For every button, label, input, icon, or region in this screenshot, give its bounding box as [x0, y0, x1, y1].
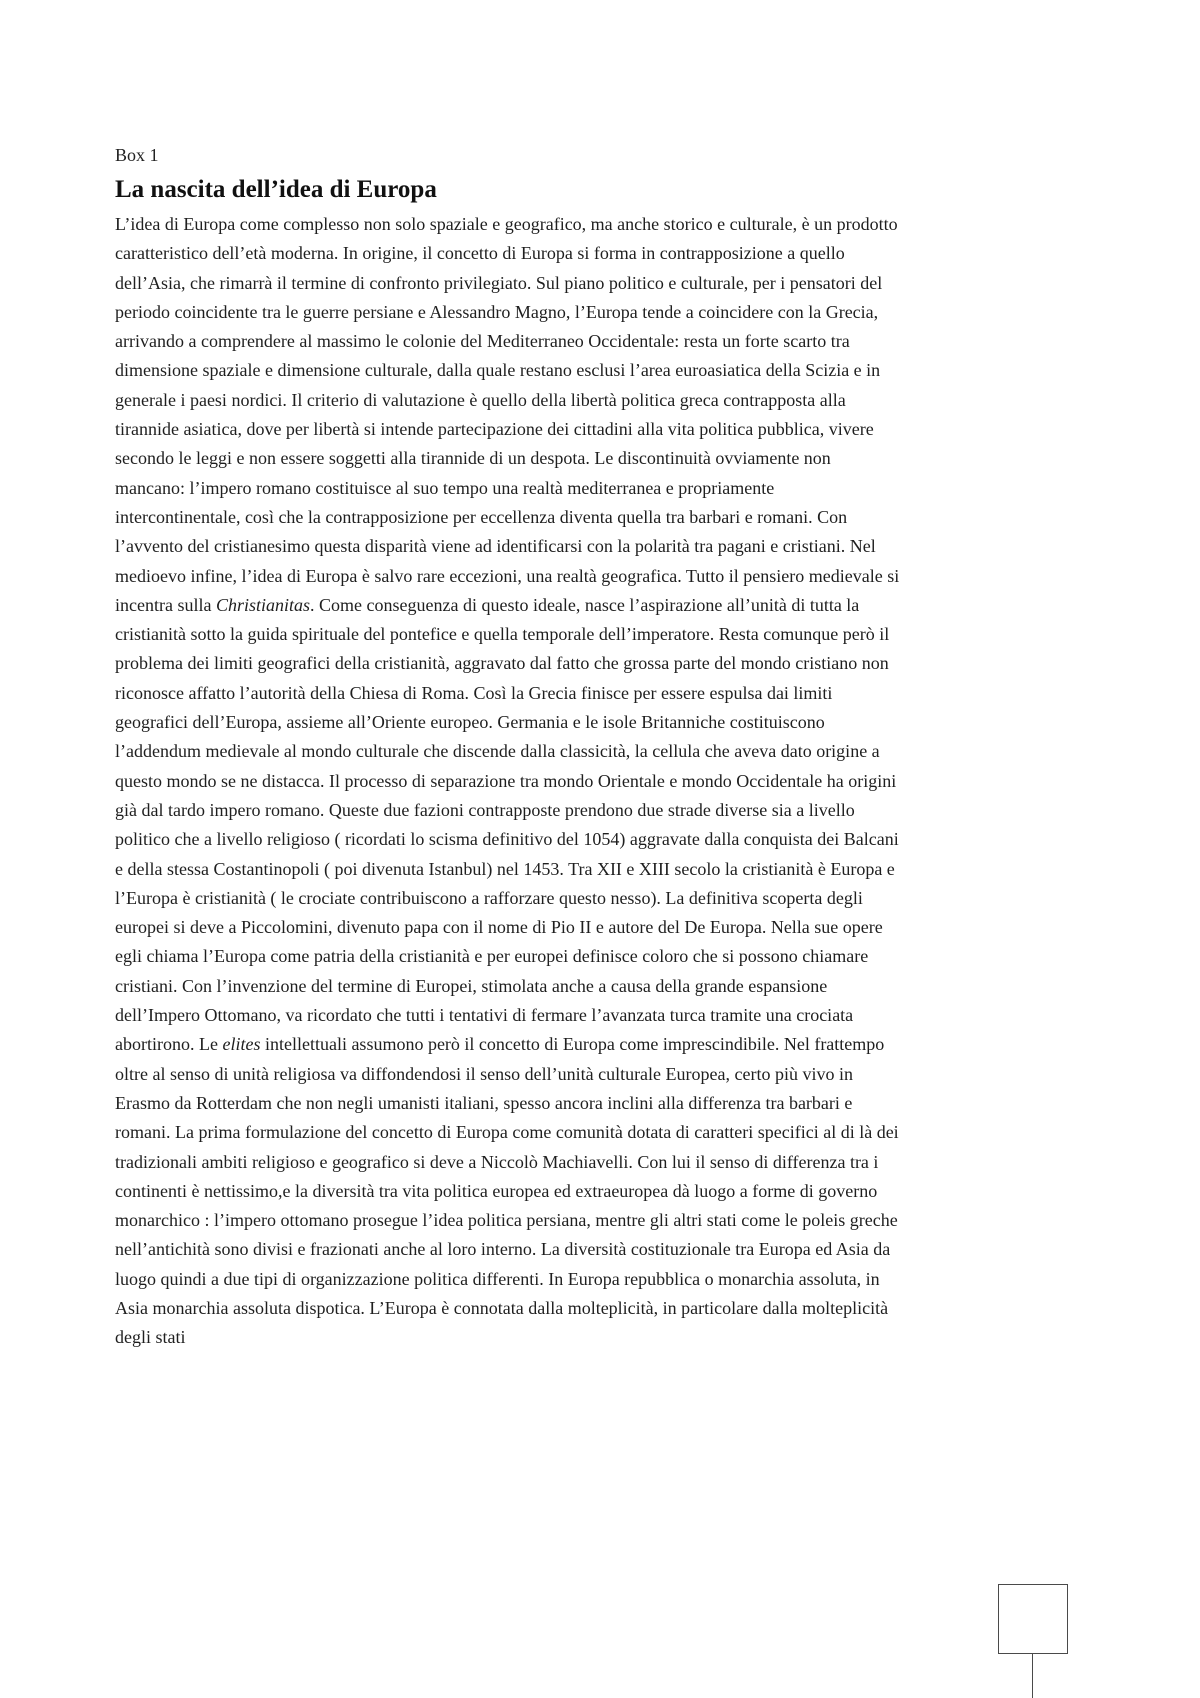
body-line: questo mondo se ne distacca. Il processo di separazione tra mondo Orientale e mondo Occidentale ha origini [115, 770, 897, 791]
body-line: L’idea di Europa come complesso non solo spaziale e geografico, ma anche storico e culturale, è un prodotto [115, 214, 898, 234]
body-line: secondo le leggi e non essere soggetti alla tirannide di un despota. Le discontinuità ovviamente non [115, 448, 831, 469]
body-line: monarchico : l’impero ottomano prosegue l’idea politica persiana, mentre gli altri stati come le poleis greche [115, 1210, 898, 1231]
body-line: generale i paesi nordici. Il criterio di valutazione è quello della libertà politica greca contrapposta alla [115, 389, 846, 410]
body-line: l’addendum medievale al mondo culturale che discende dalla classicità, la cellula che aveva dato origine a [115, 741, 880, 762]
body-line: tradizionali ambiti religioso e geografico si deve a Niccolò Machiavelli. Con lui il senso di differenza tra i [115, 1151, 879, 1172]
body-line: cristiani. Con l’invenzione del termine di Europei, stimolata anche a causa della grande espansione [115, 975, 828, 996]
body-line-text: . Come conseguenza di questo ideale, nasce l’aspirazione all’unità di tutta la [310, 594, 860, 615]
body-line: arrivando a comprendere al massimo le colonie del Mediterraneo Occidentale: resta un forte scarto tra [115, 331, 850, 352]
body-line-italic: elites [222, 1034, 261, 1055]
body-line: dell’Impero Ottomano, va ricordato che tutti i tentativi di fermare l’avanzata turca tramite una crociata [115, 1005, 854, 1026]
body-line: e della stessa Costantinopoli ( poi divenuta Istanbul) nel 1453. Tra XII e XIII secolo la cristianità è Europa e [115, 858, 895, 879]
body-line: politico che a livello religioso ( ricordati lo scisma definitivo del 1054) aggravate dalla conquista dei Balcani [115, 829, 899, 850]
body-line: l’avvento del cristianesimo questa disparità viene ad identificarsi con la polarità tra pagani e cristiani. Nel [115, 536, 876, 557]
body-line: intercontinentale, così che la contrapposizione per eccellenza diventa quella tra barbari e romani. Con [115, 506, 848, 527]
body-line: geografici dell’Europa, assieme all’Oriente europeo. Germania e le isole Britanniche costituiscono [115, 712, 825, 733]
body-line: mancano: l’impero romano costituisce al suo tempo una realtà mediterranea e propriamente [115, 477, 775, 498]
body-line: dell’Asia, che rimarrà il termine di confronto privilegiato. Sul piano politico e culturale, per i pensatori del [115, 272, 883, 293]
body-line: tirannide asiatica, dove per libertà si intende partecipazione dei cittadini alla vita politica pubblica, vivere [115, 419, 874, 440]
body-line [115, 1030, 1090, 1059]
body-line: egli chiama l’Europa come patria della cristianità e per europei definisce coloro che si possono chiamare [115, 946, 869, 967]
body-line-text: abortirono. Le [115, 1034, 223, 1055]
body-line: romani. La prima formulazione del concetto di Europa come comunità dotata di caratteri specifici al di là dei [115, 1122, 899, 1143]
body-line: continenti è nettissimo,e la diversità tra vita politica europea ed extraeuropea dà luogo a forme di governo [115, 1180, 878, 1201]
page-number-box [998, 1584, 1068, 1654]
body-line: cristianità sotto la guida spirituale del pontefice e quella temporale dell’imperatore. Resta comunque però il [115, 624, 890, 645]
body-line: luogo quindi a due tipi di organizzazione politica differenti. In Europa repubblica o monarchia assoluta, in [115, 1268, 880, 1289]
body-line-text: incentra sulla [115, 594, 216, 615]
body-line: degli stati [115, 1327, 186, 1348]
body-line: riconosce affatto l’autorità della Chiesa di Roma. Così la Grecia finisce per essere espulsa dai limiti [115, 682, 833, 703]
box-label: Box 1 [115, 145, 159, 165]
body-line: dimensione spaziale e dimensione culturale, dalla quale restano esclusi l’area euroasiatica della Scizia e in [115, 360, 881, 381]
body-line: Asia monarchia assoluta dispotica. L’Europa è connotata dalla molteplicità, in particolare dalla molteplicità [115, 1297, 889, 1318]
box-title: La nascita dell’idea di Europa [115, 176, 437, 203]
body-line: europei si deve a Piccolomini, divenuto papa con il nome di Pio II e autore del De Europa. Nella sue opere [115, 917, 883, 938]
body-line: problema dei limiti geografici della cristianità, aggravato dal fatto che grossa parte del mondo cristiano non [115, 653, 889, 674]
body-line: periodo coincidente tra le guerre persiane e Alessandro Magno, l’Europa tende a coincidere con la Grecia, [115, 301, 879, 322]
box-body-text [115, 210, 1090, 1353]
body-line-text: intellettuali assumono però il concetto di Europa come imprescindibile. Nel frattempo [260, 1034, 885, 1055]
body-line-italic: Christianitas [215, 594, 310, 615]
body-line: Erasmo da Rotterdam che non negli umanisti italiani, spesso ancora inclini alla differenza tra barbari e [115, 1092, 853, 1113]
body-line [115, 591, 1090, 620]
body-line: oltre al senso di unità religiosa va diffondendosi il senso dell’unità culturale Europea, certo più vivo in [115, 1063, 853, 1084]
body-line: l’Europa è cristianità ( le crociate contribuiscono a rafforzare questo nesso). La definitiva scoperta degli [115, 887, 863, 908]
body-line: nell’antichità sono divisi e frazionati anche al loro interno. La diversità costituzionale tra Europa ed Asia da [115, 1239, 891, 1260]
body-line: caratteristico dell’età moderna. In origine, il concetto di Europa si forma in contrapposizione a quello [115, 243, 845, 264]
page-number-stem [1032, 1654, 1033, 1698]
body-line: medioevo infine, l’idea di Europa è salvo rare eccezioni, una realtà geografica. Tutto il pensiero medievale si [115, 565, 900, 586]
body-line: già dal tardo impero romano. Queste due fazioni contrapposte prendono due strade diverse sia a livello [115, 799, 855, 820]
